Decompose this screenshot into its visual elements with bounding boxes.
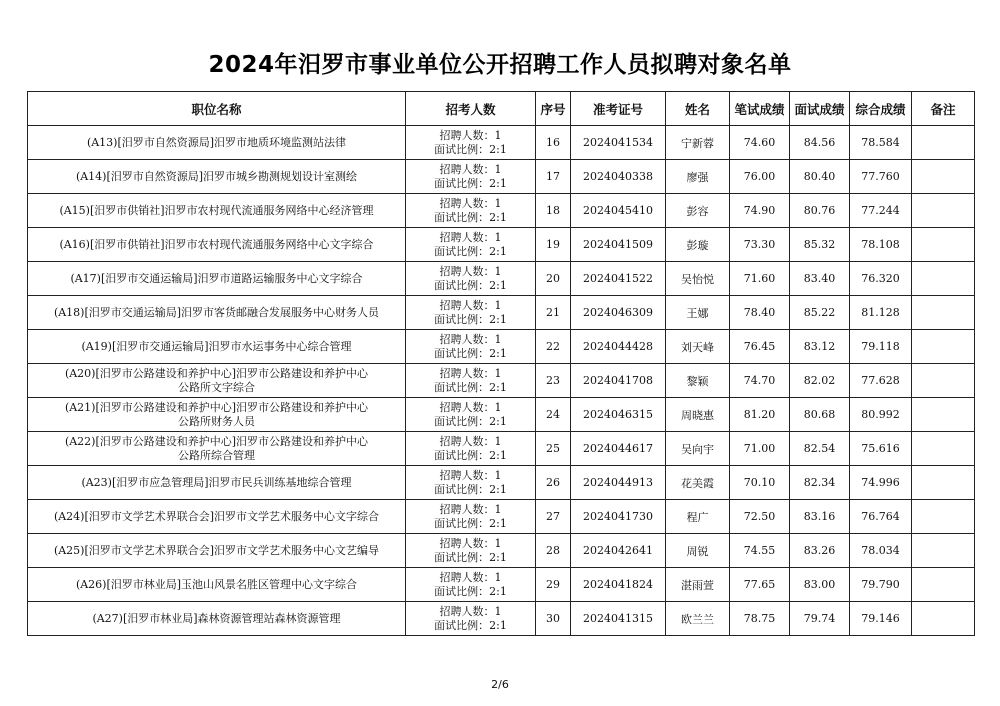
exam-id-cell: 2024040338 <box>571 160 666 194</box>
written-score-cell: 74.60 <box>730 126 790 160</box>
written-score-cell: 76.00 <box>730 160 790 194</box>
quota-line: 招聘人数：1 <box>439 502 502 516</box>
position-line: 公路所文字综合 <box>178 380 255 394</box>
exam-id-cell: 2024046309 <box>571 296 666 330</box>
quota-line: 面试比例：2:1 <box>434 210 507 224</box>
page-title: 2024年汨罗市事业单位公开招聘工作人员拟聘对象名单 <box>208 52 792 78</box>
quota-line: 面试比例：2:1 <box>434 618 507 632</box>
interview-score-cell: 80.68 <box>790 398 850 432</box>
name-cell: 彭璇 <box>666 228 730 262</box>
position-line: 公路所综合管理 <box>178 448 255 462</box>
position-line: (A18)[汨罗市交通运输局]汨罗市客货邮融合发展服务中心财务人员 <box>53 305 380 319</box>
quota-line: 招聘人数：1 <box>439 570 502 584</box>
written-score-cell: 71.60 <box>730 262 790 296</box>
position-line: (A13)[汨罗市自然资源局]汨罗市地质环境监测站法律 <box>86 135 347 149</box>
quota-line: 面试比例：2:1 <box>434 448 507 462</box>
name-cell: 花美霞 <box>666 466 730 500</box>
header-seq: 序号 <box>536 92 571 126</box>
position-cell <box>28 432 406 466</box>
position-cell <box>28 126 406 160</box>
header-exam-id: 准考证号 <box>571 92 666 126</box>
header-name: 姓名 <box>666 92 730 126</box>
position-cell <box>28 330 406 364</box>
quota-cell <box>406 398 536 432</box>
written-score-cell: 72.50 <box>730 500 790 534</box>
name-cell: 周锐 <box>666 534 730 568</box>
name-cell: 廖强 <box>666 160 730 194</box>
interview-score-cell: 82.34 <box>790 466 850 500</box>
header-row <box>28 92 975 126</box>
seq-cell: 23 <box>536 364 571 398</box>
position-line: (A17)[汨罗市交通运输局]汨罗市道路运输服务中心文字综合 <box>70 271 363 285</box>
exam-id-cell: 2024041708 <box>571 364 666 398</box>
written-score-cell: 81.20 <box>730 398 790 432</box>
quota-line: 招聘人数：1 <box>439 128 502 142</box>
quota-line: 招聘人数：1 <box>439 196 502 210</box>
written-score-cell: 73.30 <box>730 228 790 262</box>
position-cell <box>28 568 406 602</box>
quota-line: 招聘人数：1 <box>439 536 502 550</box>
remark-cell <box>912 432 975 466</box>
total-score-cell: 75.616 <box>850 432 912 466</box>
remark-cell <box>912 500 975 534</box>
remark-cell <box>912 398 975 432</box>
remark-cell <box>912 160 975 194</box>
seq-cell: 21 <box>536 296 571 330</box>
interview-score-cell: 82.02 <box>790 364 850 398</box>
name-cell: 欧兰兰 <box>666 602 730 636</box>
position-cell <box>28 466 406 500</box>
seq-cell: 17 <box>536 160 571 194</box>
interview-score-cell: 83.26 <box>790 534 850 568</box>
position-line: (A27)[汨罗市林业局]森林资源管理站森林资源管理 <box>92 611 341 625</box>
header-interview-score: 面试成绩 <box>790 92 850 126</box>
quota-line: 面试比例：2:1 <box>434 244 507 258</box>
quota-line: 面试比例：2:1 <box>434 380 507 394</box>
quota-cell <box>406 466 536 500</box>
written-score-cell: 78.75 <box>730 602 790 636</box>
seq-cell: 29 <box>536 568 571 602</box>
header-written-score: 笔试成绩 <box>730 92 790 126</box>
position-cell <box>28 160 406 194</box>
table-row <box>28 296 975 330</box>
written-score-cell: 76.45 <box>730 330 790 364</box>
exam-id-cell: 2024042641 <box>571 534 666 568</box>
quota-line: 面试比例：2:1 <box>434 176 507 190</box>
table-row <box>28 194 975 228</box>
table-row <box>28 160 975 194</box>
interview-score-cell: 80.40 <box>790 160 850 194</box>
exam-id-cell: 2024041534 <box>571 126 666 160</box>
position-cell <box>28 602 406 636</box>
page-number: 2/6 <box>491 678 509 691</box>
quota-line: 面试比例：2:1 <box>434 414 507 428</box>
interview-score-cell: 85.32 <box>790 228 850 262</box>
table-row <box>28 330 975 364</box>
quota-cell <box>406 160 536 194</box>
seq-cell: 18 <box>536 194 571 228</box>
quota-line: 面试比例：2:1 <box>434 278 507 292</box>
written-score-cell: 74.90 <box>730 194 790 228</box>
seq-cell: 26 <box>536 466 571 500</box>
interview-score-cell: 83.16 <box>790 500 850 534</box>
exam-id-cell: 2024044913 <box>571 466 666 500</box>
total-score-cell: 76.320 <box>850 262 912 296</box>
remark-cell <box>912 194 975 228</box>
quota-line: 面试比例：2:1 <box>434 346 507 360</box>
position-cell <box>28 228 406 262</box>
quota-line: 招聘人数：1 <box>439 400 502 414</box>
position-cell <box>28 398 406 432</box>
seq-cell: 19 <box>536 228 571 262</box>
position-cell <box>28 262 406 296</box>
quota-cell <box>406 228 536 262</box>
position-line: 公路所财务人员 <box>178 414 255 428</box>
seq-cell: 25 <box>536 432 571 466</box>
total-score-cell: 81.128 <box>850 296 912 330</box>
position-cell <box>28 500 406 534</box>
remark-cell <box>912 568 975 602</box>
header-remark: 备注 <box>912 92 975 126</box>
quota-line: 面试比例：2:1 <box>434 550 507 564</box>
quota-line: 招聘人数：1 <box>439 230 502 244</box>
quota-line: 招聘人数：1 <box>439 162 502 176</box>
remark-cell <box>912 330 975 364</box>
table-row <box>28 568 975 602</box>
quota-cell <box>406 602 536 636</box>
written-score-cell: 74.70 <box>730 364 790 398</box>
position-line: (A26)[汨罗市林业局]玉池山风景名胜区管理中心文字综合 <box>75 577 358 591</box>
remark-cell <box>912 262 975 296</box>
quota-cell <box>406 432 536 466</box>
table-row <box>28 534 975 568</box>
table-row <box>28 364 975 398</box>
quota-line: 招聘人数：1 <box>439 332 502 346</box>
position-line: (A20)[汨罗市公路建设和养护中心]汨罗市公路建设和养护中心 <box>64 366 369 380</box>
name-cell: 刘天峰 <box>666 330 730 364</box>
position-line: (A22)[汨罗市公路建设和养护中心]汨罗市公路建设和养护中心 <box>64 434 369 448</box>
written-score-cell: 77.65 <box>730 568 790 602</box>
quota-cell <box>406 194 536 228</box>
position-line: (A21)[汨罗市公路建设和养护中心]汨罗市公路建设和养护中心 <box>64 400 369 414</box>
name-cell: 吴怡悦 <box>666 262 730 296</box>
quota-cell <box>406 296 536 330</box>
quota-cell <box>406 330 536 364</box>
quota-cell <box>406 262 536 296</box>
quota-line: 招聘人数：1 <box>439 434 502 448</box>
table-row <box>28 432 975 466</box>
position-line: (A25)[汨罗市文学艺术界联合会]汨罗市文学艺术服务中心文艺编导 <box>53 543 380 557</box>
quota-line: 面试比例：2:1 <box>434 312 507 326</box>
table-row <box>28 466 975 500</box>
position-cell <box>28 194 406 228</box>
quota-line: 面试比例：2:1 <box>434 142 507 156</box>
quota-line: 招聘人数：1 <box>439 366 502 380</box>
written-score-cell: 74.55 <box>730 534 790 568</box>
position-line: (A16)[汨罗市供销社]汨罗市农村现代流通服务网络中心文字综合 <box>59 237 374 251</box>
total-score-cell: 77.244 <box>850 194 912 228</box>
exam-id-cell: 2024041509 <box>571 228 666 262</box>
position-cell <box>28 296 406 330</box>
exam-id-cell: 2024046315 <box>571 398 666 432</box>
quota-line: 面试比例：2:1 <box>434 584 507 598</box>
quota-cell <box>406 126 536 160</box>
remark-cell <box>912 364 975 398</box>
quota-cell <box>406 500 536 534</box>
total-score-cell: 77.760 <box>850 160 912 194</box>
remark-cell <box>912 228 975 262</box>
position-line: (A15)[汨罗市供销社]汨罗市农村现代流通服务网络中心经济管理 <box>59 203 374 217</box>
quota-cell <box>406 364 536 398</box>
quota-line: 招聘人数：1 <box>439 264 502 278</box>
seq-cell: 28 <box>536 534 571 568</box>
remark-cell <box>912 602 975 636</box>
total-score-cell: 74.996 <box>850 466 912 500</box>
interview-score-cell: 84.56 <box>790 126 850 160</box>
remark-cell <box>912 534 975 568</box>
interview-score-cell: 79.74 <box>790 602 850 636</box>
name-cell: 吴向宇 <box>666 432 730 466</box>
remark-cell <box>912 466 975 500</box>
position-line: (A23)[汨罗市应急管理局]汨罗市民兵训练基地综合管理 <box>81 475 352 489</box>
candidate-table <box>27 91 975 636</box>
total-score-cell: 79.118 <box>850 330 912 364</box>
seq-cell: 22 <box>536 330 571 364</box>
total-score-cell: 78.034 <box>850 534 912 568</box>
exam-id-cell: 2024044428 <box>571 330 666 364</box>
quota-cell <box>406 568 536 602</box>
exam-id-cell: 2024041730 <box>571 500 666 534</box>
name-cell: 程广 <box>666 500 730 534</box>
seq-cell: 24 <box>536 398 571 432</box>
total-score-cell: 77.628 <box>850 364 912 398</box>
table-row <box>28 126 975 160</box>
interview-score-cell: 85.22 <box>790 296 850 330</box>
exam-id-cell: 2024044617 <box>571 432 666 466</box>
written-score-cell: 78.40 <box>730 296 790 330</box>
written-score-cell: 70.10 <box>730 466 790 500</box>
total-score-cell: 80.992 <box>850 398 912 432</box>
seq-cell: 30 <box>536 602 571 636</box>
interview-score-cell: 82.54 <box>790 432 850 466</box>
exam-id-cell: 2024045410 <box>571 194 666 228</box>
quota-line: 面试比例：2:1 <box>434 482 507 496</box>
quota-line: 招聘人数：1 <box>439 298 502 312</box>
total-score-cell: 78.584 <box>850 126 912 160</box>
interview-score-cell: 80.76 <box>790 194 850 228</box>
name-cell: 湛雨萱 <box>666 568 730 602</box>
interview-score-cell: 83.00 <box>790 568 850 602</box>
seq-cell: 27 <box>536 500 571 534</box>
position-line: (A14)[汨罗市自然资源局]汨罗市城乡勘测规划设计室测绘 <box>75 169 358 183</box>
remark-cell <box>912 296 975 330</box>
interview-score-cell: 83.40 <box>790 262 850 296</box>
position-line: (A24)[汨罗市文学艺术界联合会]汨罗市文学艺术服务中心文字综合 <box>53 509 380 523</box>
quota-cell <box>406 534 536 568</box>
name-cell: 王娜 <box>666 296 730 330</box>
interview-score-cell: 83.12 <box>790 330 850 364</box>
seq-cell: 20 <box>536 262 571 296</box>
table-row <box>28 262 975 296</box>
seq-cell: 16 <box>536 126 571 160</box>
exam-id-cell: 2024041315 <box>571 602 666 636</box>
header-position: 职位名称 <box>28 92 406 126</box>
total-score-cell: 76.764 <box>850 500 912 534</box>
name-cell: 宁新蓉 <box>666 126 730 160</box>
name-cell: 彭容 <box>666 194 730 228</box>
position-cell <box>28 534 406 568</box>
name-cell: 黎颖 <box>666 364 730 398</box>
table-row <box>28 228 975 262</box>
quota-line: 招聘人数：1 <box>439 604 502 618</box>
position-cell <box>28 364 406 398</box>
exam-id-cell: 2024041824 <box>571 568 666 602</box>
name-cell: 周晓惠 <box>666 398 730 432</box>
table-body <box>28 126 975 636</box>
header-total-score: 综合成绩 <box>850 92 912 126</box>
table-row <box>28 602 975 636</box>
exam-id-cell: 2024041522 <box>571 262 666 296</box>
header-quota: 招考人数 <box>406 92 536 126</box>
position-line: (A19)[汨罗市交通运输局]汨罗市水运事务中心综合管理 <box>81 339 352 353</box>
quota-line: 面试比例：2:1 <box>434 516 507 530</box>
table-row <box>28 398 975 432</box>
total-score-cell: 79.146 <box>850 602 912 636</box>
total-score-cell: 78.108 <box>850 228 912 262</box>
remark-cell <box>912 126 975 160</box>
table-row <box>28 500 975 534</box>
written-score-cell: 71.00 <box>730 432 790 466</box>
quota-line: 招聘人数：1 <box>439 468 502 482</box>
total-score-cell: 79.790 <box>850 568 912 602</box>
